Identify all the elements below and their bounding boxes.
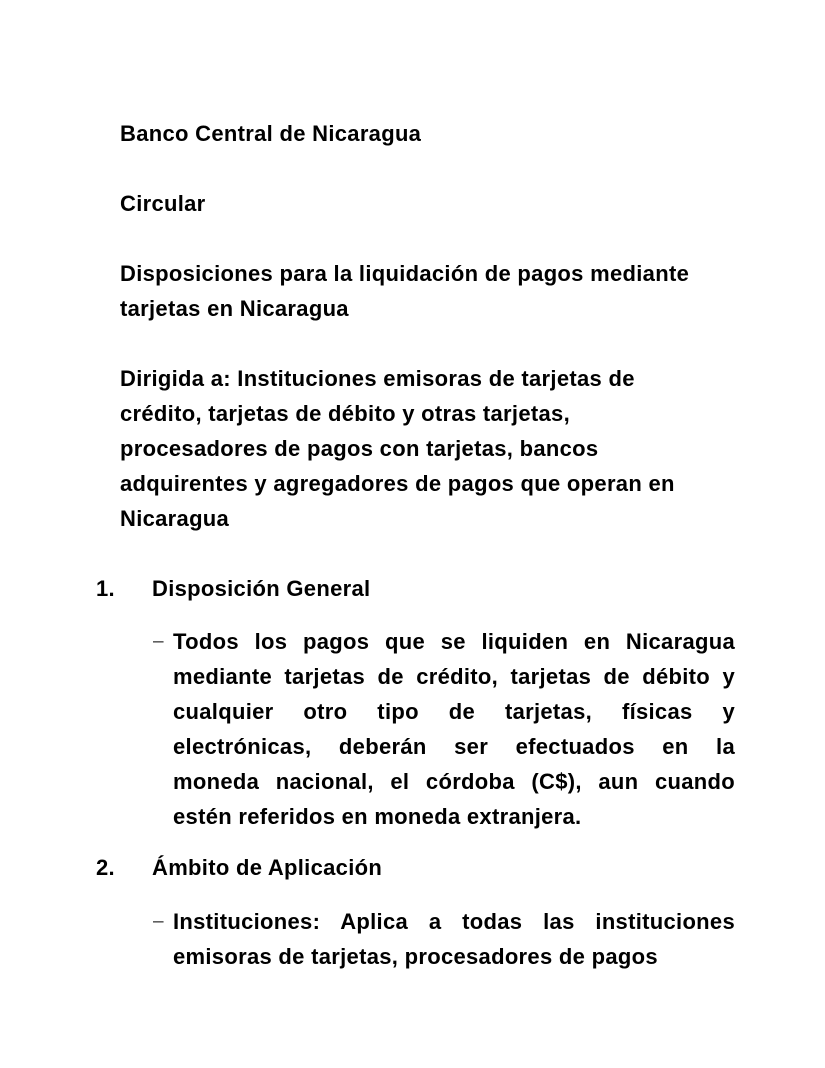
section-2-heading	[96, 850, 825, 885]
text-line: emisoras de tarjetas, procesadores de pagos	[173, 944, 658, 969]
section-2-bullet-text	[173, 904, 735, 974]
text-line: Dirigida a: Instituciones emisoras de tarjetas de	[120, 366, 635, 391]
text-line: Disposiciones para la liquidación de pagos mediante	[120, 261, 690, 286]
section-2-title: Ámbito de Aplicación	[152, 855, 383, 880]
section-1-number: 1.	[96, 576, 115, 601]
text-line: moneda nacional, el córdoba (C$), aun cuando	[173, 769, 735, 794]
section-1-bullet-text	[173, 624, 735, 834]
text-line: estén referidos en moneda extranjera.	[173, 804, 582, 829]
section-2-bullet-item	[153, 904, 825, 974]
bullet-dash-icon: –	[153, 631, 164, 652]
text-line: adquirentes y agregadores de pagos que operan en	[120, 471, 675, 496]
section-1-title: Disposición General	[152, 576, 371, 601]
text-line: Instituciones: Aplica a todas las instituciones	[173, 909, 735, 934]
document-addressee	[120, 361, 735, 536]
text-line: tarjetas en Nicaragua	[120, 296, 349, 321]
text-line: cualquier otro tipo de tarjetas, físicas y	[173, 699, 735, 724]
text-line: Nicaragua	[120, 506, 230, 531]
section-1-bullet-item	[153, 624, 825, 834]
document-type-heading: Circular	[120, 191, 206, 216]
text-line: electrónicas, deberán ser efectuados en la	[173, 734, 735, 759]
text-line: procesadores de pagos con tarjetas, bancos	[120, 436, 599, 461]
document-title: Banco Central de Nicaragua	[120, 121, 422, 146]
text-line: crédito, tarjetas de débito y otras tarjetas,	[120, 401, 570, 426]
section-1-heading	[96, 571, 825, 606]
document-subject	[120, 256, 735, 326]
section-2-number: 2.	[96, 855, 115, 880]
text-line: mediante tarjetas de crédito, tarjetas de débito y	[173, 664, 735, 689]
text-line: Todos los pagos que se liquiden en Nicaragua	[173, 629, 735, 654]
bullet-dash-icon: –	[153, 911, 164, 932]
